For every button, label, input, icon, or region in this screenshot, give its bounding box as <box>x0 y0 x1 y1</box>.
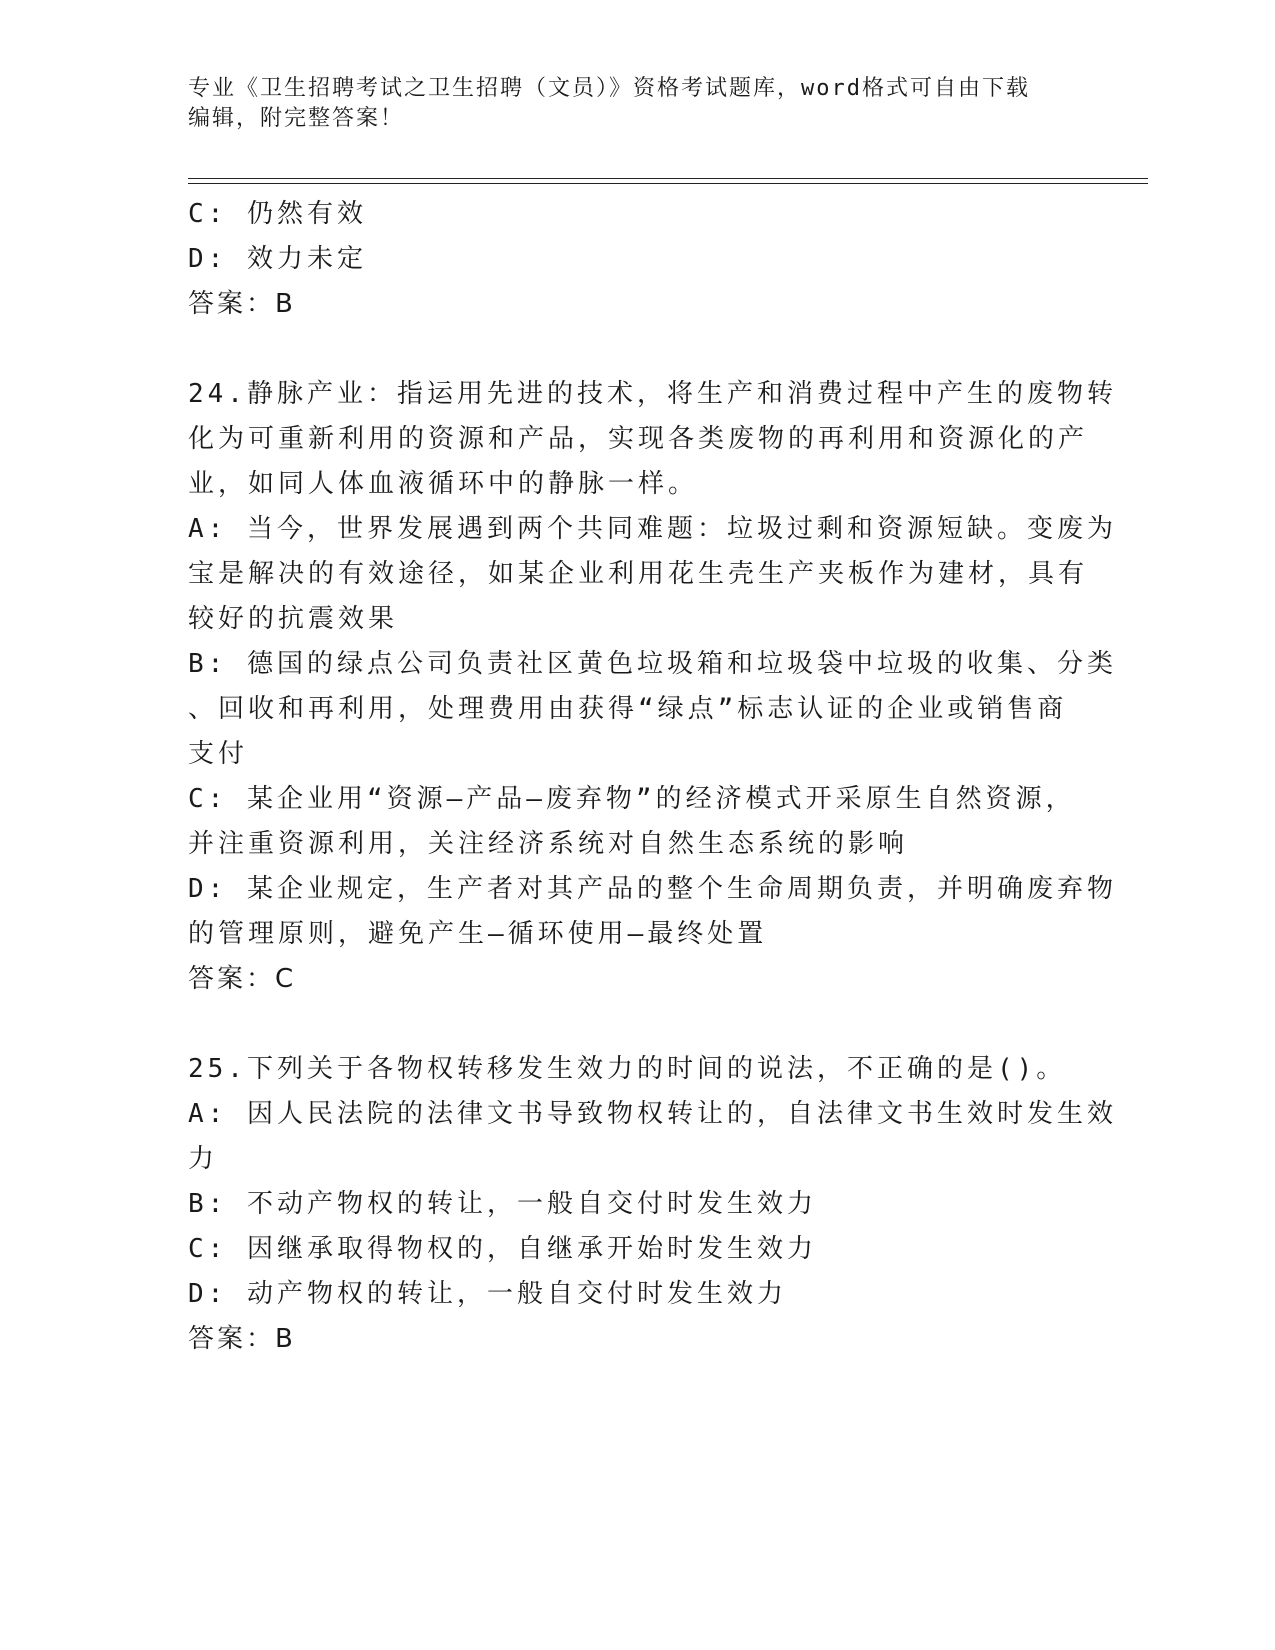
question-24 <box>188 372 1117 1002</box>
q24-option-c-line: C: 某企业用“资源—产品—废弃物”的经济模式开采原生自然资源， <box>188 784 1076 814</box>
q23-option-d: D: 效力未定 <box>188 244 367 274</box>
header-line-1: 专业《卫生招聘考试之卫生招聘（文员）》资格考试题库，word格式可自由下载 <box>188 76 1030 101</box>
q25-stem: 25.下列关于各物权转移发生效力的时间的说法，不正确的是()。 <box>188 1054 1067 1084</box>
q25-answer: 答案：B <box>188 1324 296 1354</box>
q24-option-a-line: 宝是解决的有效途径，如某企业利用花生壳生产夹板作为建材，具有 <box>188 559 1089 589</box>
document-body <box>188 192 1117 1362</box>
spacer <box>188 1002 1068 1047</box>
q25-option-a-line: 力 <box>188 1144 219 1174</box>
q23-option-c: C: 仍然有效 <box>188 199 367 229</box>
q23-answer: 答案：B <box>188 289 296 319</box>
q25-option-b: B: 不动产物权的转让，一般自交付时发生效力 <box>188 1189 817 1219</box>
q24-option-b-line: 支付 <box>188 739 249 769</box>
question-23 <box>188 192 1068 327</box>
q24-answer: 答案：C <box>188 964 297 994</box>
q24-option-c-line: 并注重资源利用，关注经济系统对自然生态系统的影响 <box>188 829 909 859</box>
q24-option-b-line: B: 德国的绿点公司负责社区黄色垃圾箱和垃圾袋中垃圾的收集、分类 <box>188 649 1117 679</box>
q24-option-a-line: 较好的抗震效果 <box>188 604 399 634</box>
q24-option-a-line: A: 当今，世界发展遇到两个共同难题：垃圾过剩和资源短缺。变废为 <box>188 514 1117 544</box>
header-divider-bottom <box>188 183 1148 184</box>
header-line-2: 编辑，附完整答案！ <box>188 106 405 131</box>
page-header <box>188 74 1068 134</box>
q24-option-d-line: D: 某企业规定，生产者对其产品的整个生命周期负责，并明确废弃物 <box>188 874 1117 904</box>
q24-option-b-line: 、回收和再利用，处理费用由获得“绿点”标志认证的企业或销售商 <box>188 694 1068 724</box>
q24-stem-line: 业，如同人体血液循环中的静脉一样。 <box>188 469 699 499</box>
q24-option-d-line: 的管理原则，避免产生—循环使用—最终处置 <box>188 919 768 949</box>
q25-option-c: C: 因继承取得物权的，自继承开始时发生效力 <box>188 1234 817 1264</box>
header-divider-top <box>188 178 1148 179</box>
q25-option-d: D: 动产物权的转让，一般自交付时发生效力 <box>188 1279 787 1309</box>
q24-stem-line: 化为可重新利用的资源和产品，实现各类废物的再利用和资源化的产 <box>188 424 1089 454</box>
q25-option-a-line: A: 因人民法院的法律文书导致物权转让的，自法律文书生效时发生效 <box>188 1099 1117 1129</box>
spacer <box>188 327 1068 372</box>
q24-stem-line: 24.静脉产业：指运用先进的技术，将生产和消费过程中产生的废物转 <box>188 379 1117 409</box>
question-25 <box>188 1047 1117 1362</box>
